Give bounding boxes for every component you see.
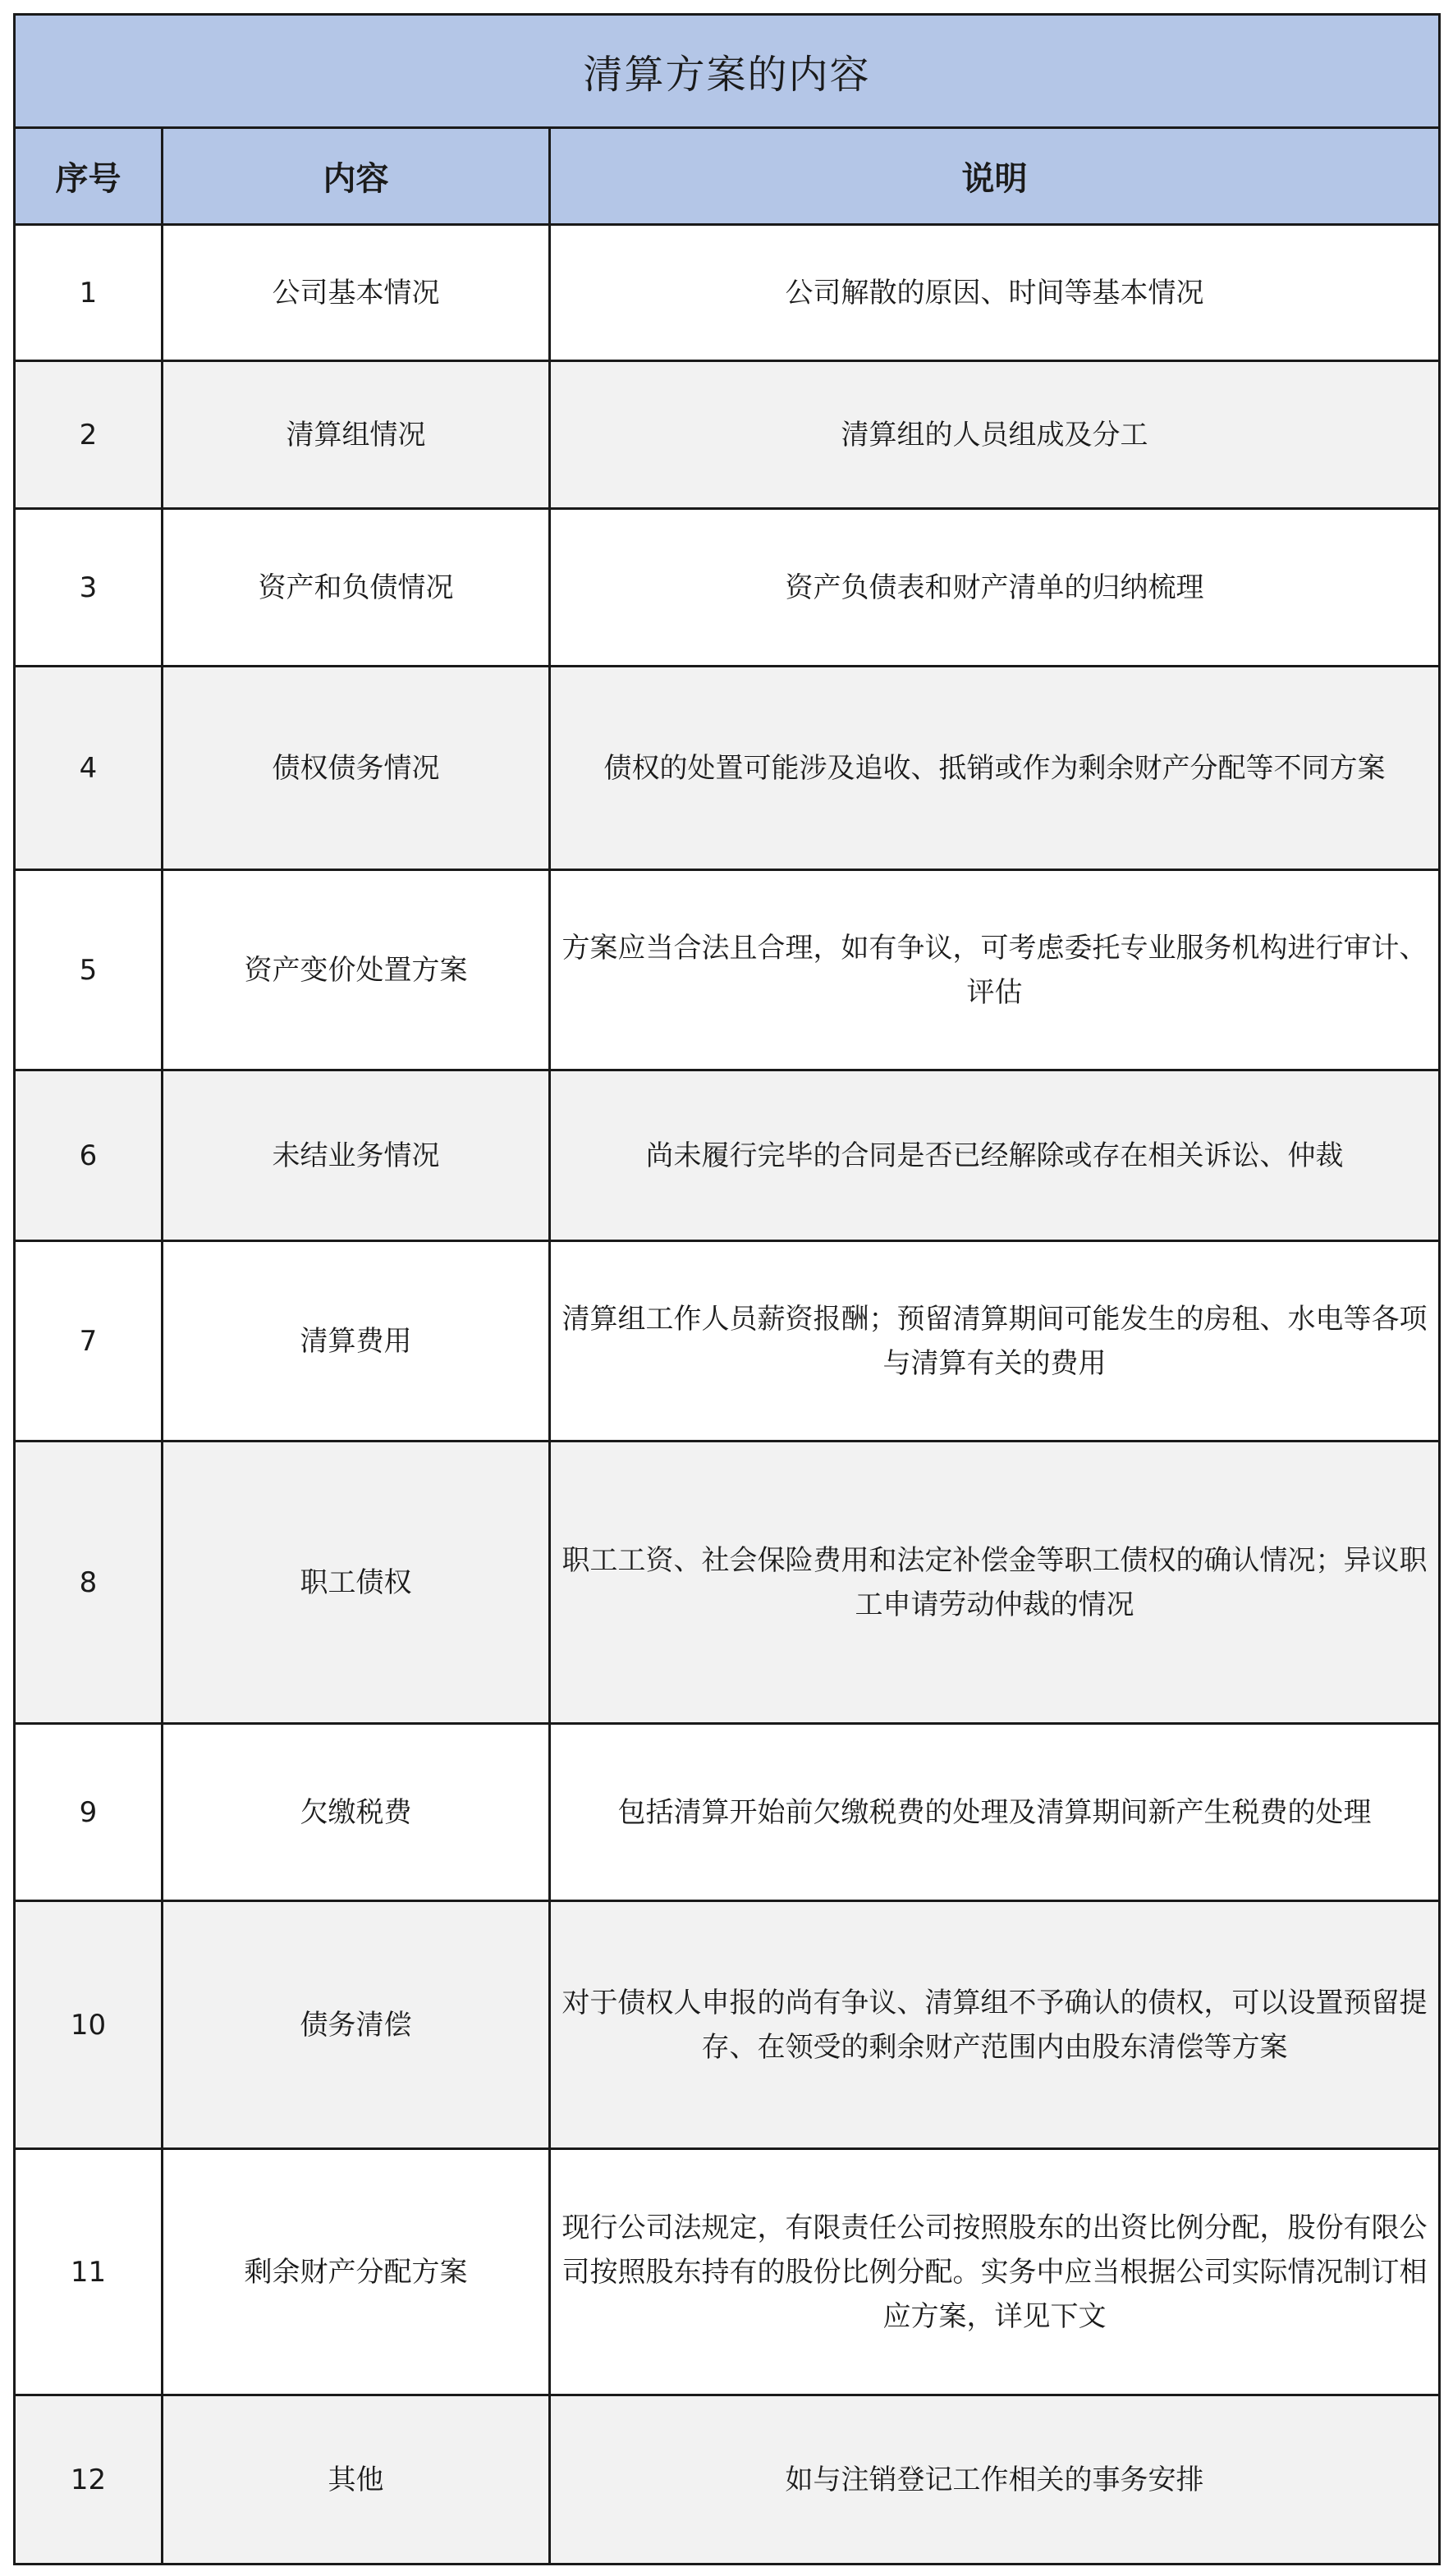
row-index: 10: [15, 1901, 163, 2149]
row-content: 剩余财产分配方案: [163, 2149, 550, 2395]
table-title-row: [15, 15, 1440, 128]
row-index: 1: [15, 225, 163, 361]
header-content: 内容: [163, 128, 550, 225]
row-content: 公司基本情况: [163, 225, 550, 361]
row-content: 清算费用: [163, 1241, 550, 1442]
row-content: 其他: [163, 2395, 550, 2565]
table-row: [15, 1724, 1440, 1901]
table-row: [15, 1241, 1440, 1442]
row-index: 3: [15, 509, 163, 667]
liquidation-plan-table: [13, 13, 1441, 2565]
row-description: 债权的处置可能涉及追收、抵销或作为剩余财产分配等不同方案: [550, 667, 1440, 870]
row-index: 12: [15, 2395, 163, 2565]
row-index: 6: [15, 1070, 163, 1241]
row-description: 清算组工作人员薪资报酬；预留清算期间可能发生的房租、水电等各项与清算有关的费用: [550, 1241, 1440, 1442]
liquidation-plan-table-wrapper: [13, 13, 1438, 2565]
row-description: 尚未履行完毕的合同是否已经解除或存在相关诉讼、仲裁: [550, 1070, 1440, 1241]
row-content: 未结业务情况: [163, 1070, 550, 1241]
table-title: 清算方案的内容: [15, 15, 1440, 128]
row-index: 2: [15, 361, 163, 509]
row-description: 职工工资、社会保险费用和法定补偿金等职工债权的确认情况；异议职工申请劳动仲裁的情况: [550, 1442, 1440, 1724]
table-row: [15, 509, 1440, 667]
row-index: 8: [15, 1442, 163, 1724]
row-content: 清算组情况: [163, 361, 550, 509]
row-description: 现行公司法规定，有限责任公司按照股东的出资比例分配，股份有限公司按照股东持有的股份比例分配。实务中应当根据公司实际情况制订相应方案，详见下文: [550, 2149, 1440, 2395]
row-index: 9: [15, 1724, 163, 1901]
row-index: 11: [15, 2149, 163, 2395]
row-content: 职工债权: [163, 1442, 550, 1724]
row-description: 方案应当合法且合理，如有争议，可考虑委托专业服务机构进行审计、评估: [550, 870, 1440, 1070]
row-content: 资产变价处置方案: [163, 870, 550, 1070]
header-index: 序号: [15, 128, 163, 225]
row-description: 对于债权人申报的尚有争议、清算组不予确认的债权，可以设置预留提存、在领受的剩余财产范围内由股东清偿等方案: [550, 1901, 1440, 2149]
table-row: [15, 2395, 1440, 2565]
row-index: 4: [15, 667, 163, 870]
row-index: 7: [15, 1241, 163, 1442]
table-row: [15, 1070, 1440, 1241]
table-row: [15, 870, 1440, 1070]
table-row: [15, 1442, 1440, 1724]
row-content: 债权债务情况: [163, 667, 550, 870]
row-content: 欠缴税费: [163, 1724, 550, 1901]
row-description: 清算组的人员组成及分工: [550, 361, 1440, 509]
row-description: 公司解散的原因、时间等基本情况: [550, 225, 1440, 361]
table-row: [15, 361, 1440, 509]
row-description: 包括清算开始前欠缴税费的处理及清算期间新产生税费的处理: [550, 1724, 1440, 1901]
row-content: 债务清偿: [163, 1901, 550, 2149]
table-row: [15, 667, 1440, 870]
row-description: 资产负债表和财产清单的归纳梳理: [550, 509, 1440, 667]
row-index: 5: [15, 870, 163, 1070]
table-row: [15, 1901, 1440, 2149]
table-header-row: [15, 128, 1440, 225]
table-row: [15, 2149, 1440, 2395]
table-row: [15, 225, 1440, 361]
row-description: 如与注销登记工作相关的事务安排: [550, 2395, 1440, 2565]
header-description: 说明: [550, 128, 1440, 225]
row-content: 资产和负债情况: [163, 509, 550, 667]
